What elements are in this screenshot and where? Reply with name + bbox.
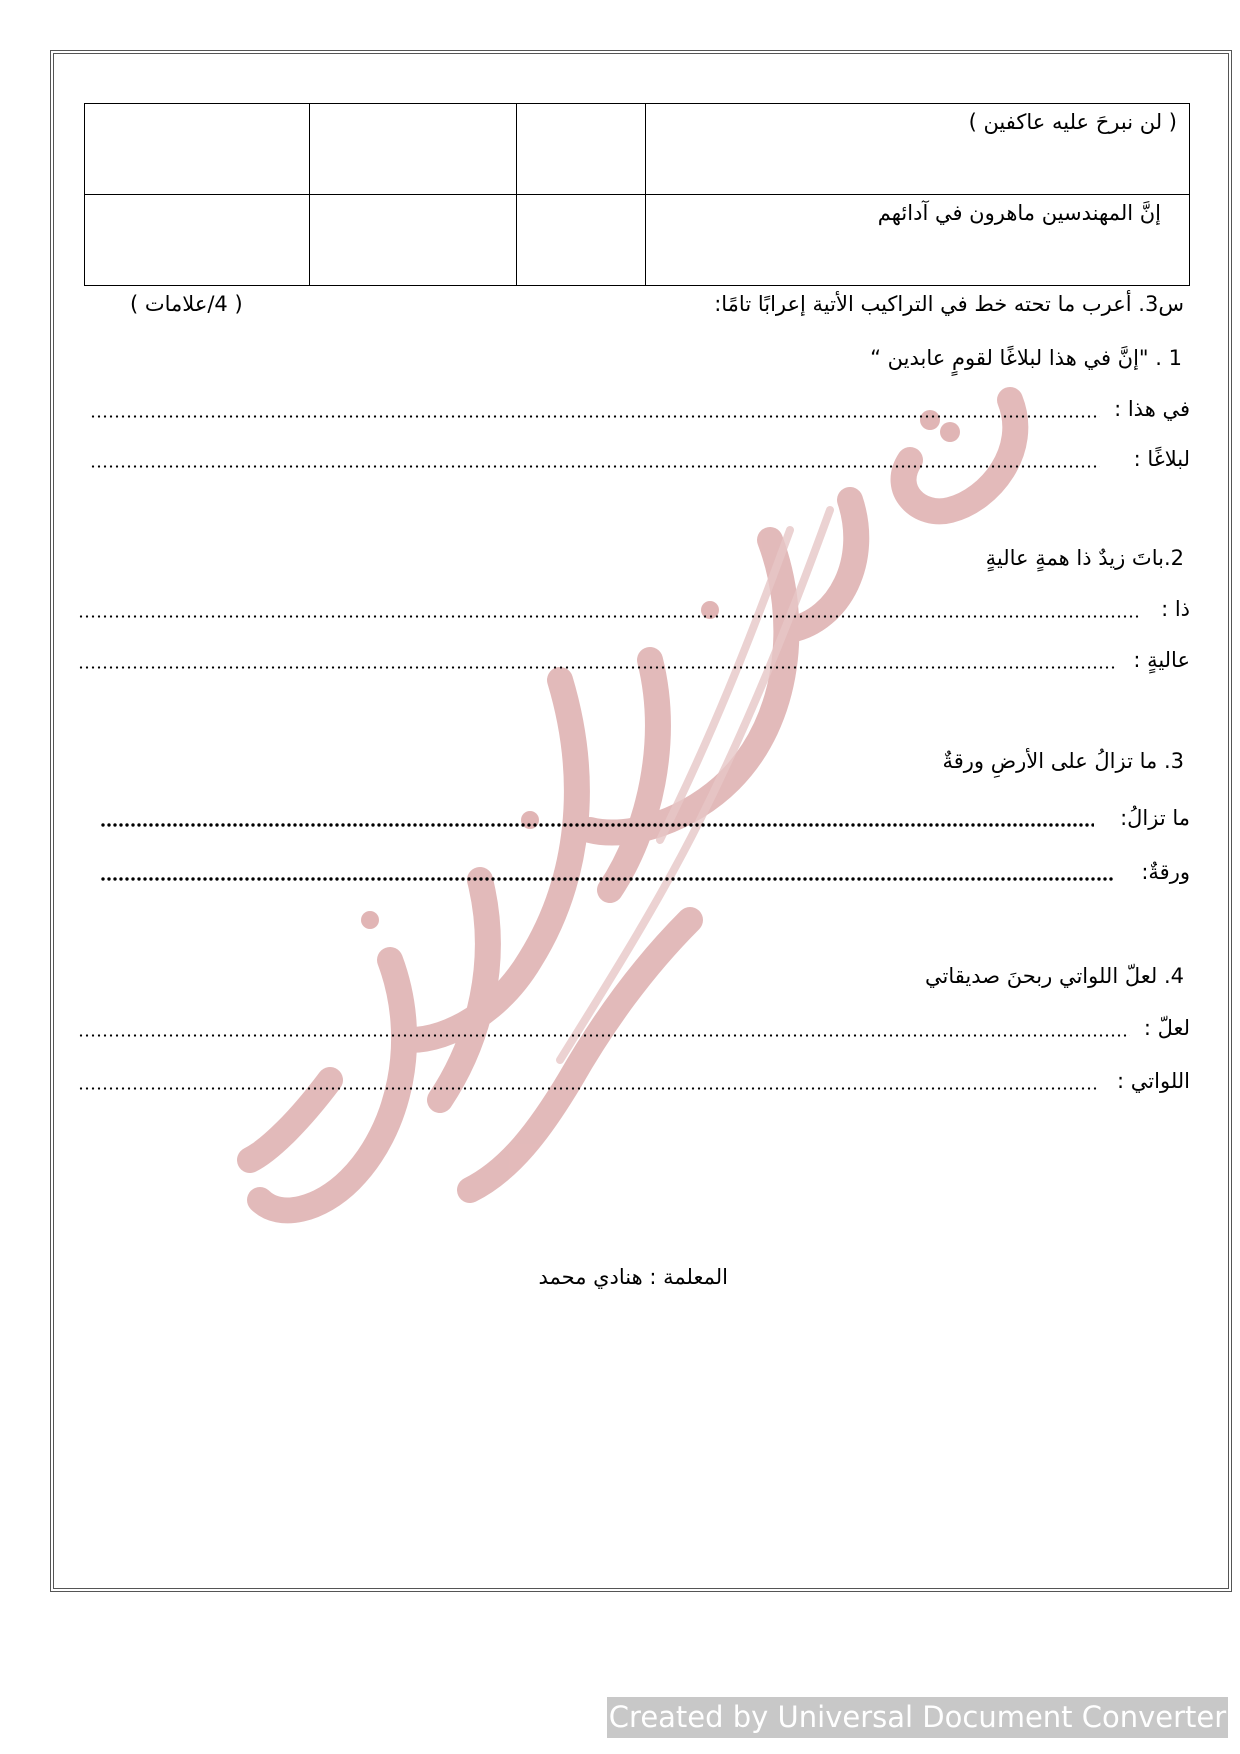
question-marks: ( 4/علامات ) — [130, 292, 243, 316]
item-sentence-4: 4. لعلّ اللواتي ربحنَ صديقاتي — [925, 964, 1184, 988]
table-cell — [516, 195, 646, 286]
answer-dots — [90, 465, 1100, 468]
answer-line[interactable] — [78, 645, 1190, 675]
answer-line[interactable] — [100, 803, 1190, 833]
answer-line[interactable] — [78, 1013, 1190, 1043]
question-title: س3. أعرب ما تحته خط في التراكيب الأتية إعرابًا تامًا: — [714, 292, 1184, 316]
answer-line[interactable] — [78, 1066, 1190, 1096]
answer-label: ذا : — [1161, 597, 1190, 621]
item-sentence-2: 2.باتَ زيدٌ ذا همةٍ عاليةٍ — [985, 546, 1184, 570]
table-cell — [309, 195, 516, 286]
item-sentence-3: 3. ما تزالُ على الأرضِ ورقةٌ — [942, 749, 1184, 773]
answer-label: في هذا : — [1114, 397, 1190, 421]
table-cell — [85, 104, 310, 195]
table-cell — [516, 104, 646, 195]
answer-label: عاليةٍ : — [1133, 648, 1190, 672]
answer-label: لبلاغًا : — [1133, 447, 1190, 471]
answer-table — [84, 103, 1190, 286]
table-cell-sentence — [646, 195, 1190, 286]
answer-label: اللواتي : — [1117, 1069, 1190, 1093]
teacher-signature: المعلمة : هنادي محمد — [538, 1265, 728, 1289]
answer-label: لعلّ : — [1143, 1016, 1190, 1040]
answer-line[interactable] — [90, 444, 1190, 474]
table-row — [85, 104, 1190, 195]
answer-dots — [90, 415, 1100, 418]
table-sentence: ( لن نبرحَ عليه عاكفين ) — [968, 110, 1177, 134]
answer-dots — [78, 666, 1116, 669]
answer-dots — [78, 1087, 1098, 1090]
answer-line[interactable] — [78, 594, 1190, 624]
table-cell — [85, 195, 310, 286]
answer-dots — [100, 877, 1114, 881]
table-sentence: إنَّ المهندسين ماهرون في آدائهم — [877, 201, 1161, 225]
answer-dots — [78, 1034, 1130, 1037]
table-cell — [309, 104, 516, 195]
table-row — [85, 195, 1190, 286]
answer-dots — [78, 615, 1140, 618]
answer-label: ورقةٌ: — [1141, 860, 1190, 884]
answer-line[interactable] — [100, 857, 1190, 887]
answer-dots — [100, 823, 1094, 827]
item-sentence-1: 1 . "إنَّ في هذا لبلاغًا لقومٍ عابدين “ — [870, 346, 1182, 370]
answer-line[interactable] — [90, 394, 1190, 424]
table-cell-sentence — [646, 104, 1190, 195]
converter-badge: Created by Universal Document Converter — [607, 1697, 1228, 1738]
answer-label: ما تزالُ: — [1120, 806, 1190, 830]
